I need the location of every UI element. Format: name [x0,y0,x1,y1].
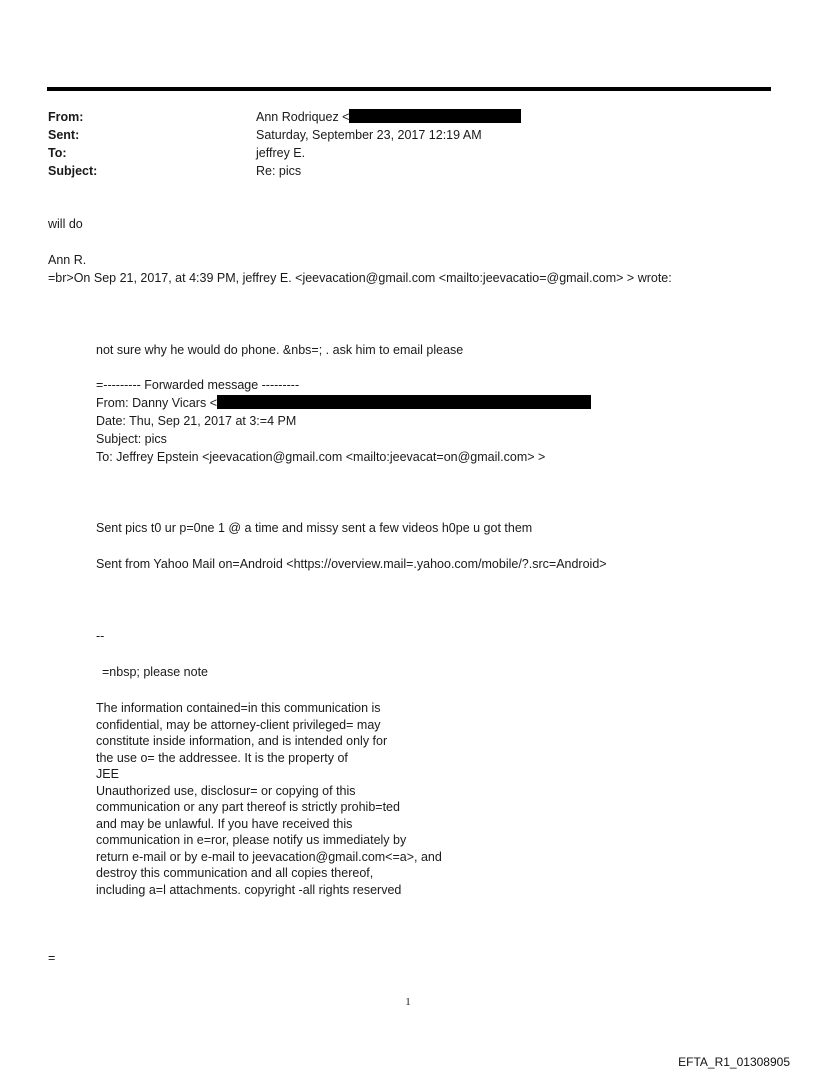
disclaimer-line: The information contained=in this communication is [96,701,381,715]
header-rule [47,87,771,91]
page-number: 1 [405,996,411,1008]
sent-row [48,126,521,144]
disclaimer-line: communication or any part thereof is strictly prohib=ted [96,800,400,814]
from-name: Ann Rodriquez < [256,110,350,124]
subject-label: Subject: [48,164,98,178]
disclaimer-line: constitute inside information, and is intended only for [96,734,388,748]
from-row [48,108,521,126]
bates-number: EFTA_R1_01308905 [678,1055,790,1069]
redaction-bar [349,109,521,123]
disclaimer-line: the use o= the addressee. It is the property of [96,750,348,765]
disclaimer-line: communication in e=ror, please notify us immediately by [96,833,407,847]
disclaimer-line: JEE [96,767,119,781]
sent-label: Sent: [48,128,80,142]
email-header [48,108,521,180]
redaction-bar [217,395,591,409]
disclaimer-line: return e-mail or by e-mail to jeevacation@gmail.com<=a>, and [96,849,442,864]
trailing-char: = [48,951,56,965]
disclaimer-line: destroy this communication and all copies thereof, [96,866,374,880]
disclaimer-line: including a=l attachments. copyright -all rights reserved [96,882,402,897]
reply-text: will do [48,217,83,231]
to-value: jeffrey E. [256,146,306,160]
forward-separator: =--------- Forwarded message --------- [96,378,300,392]
sent-value: Saturday, September 23, 2017 12:19 AM [256,128,482,142]
reply-signature: Ann R. [48,253,87,267]
forward-from [96,394,591,412]
from-label: From: [48,110,84,124]
forward-date: Date: Thu, Sep 21, 2017 at 3:=4 PM [96,414,297,428]
disclaimer-line: Unauthorized use, disclosur= or copying of this [96,783,356,798]
disclaimer-line: and may be unlawful. If you have received this [96,816,353,831]
subject-value: Re: pics [256,164,302,178]
confidentiality-disclaimer [96,700,442,898]
to-row [48,144,521,162]
forward-from-text: From: Danny Vicars < [96,396,217,410]
from-value [256,108,521,126]
please-note: =nbsp; please note [102,665,208,679]
forward-to: To: Jeffrey Epstein <jeevacation@gmail.com <mailto:jeevacat=on@gmail.com> > [96,450,546,464]
yahoo-signature: Sent from Yahoo Mail on=Android <https://overview.mail=.yahoo.com/mobile/?.src=Android> [96,557,607,571]
disclaimer-line: confidential, may be attorney-client privileged= may [96,717,381,732]
to-label: To: [48,146,67,160]
quote-intro: =br>On Sep 21, 2017, at 4:39 PM, jeffrey E. <jeevacation@gmail.com <mailto:jeevacatio=@gmail.com> > wrote: [48,271,672,285]
forward-subject: Subject: pics [96,432,167,446]
quoted-reply: not sure why he would do phone. &nbs=; . ask him to email please [96,343,464,357]
signature-separator: -- [96,629,105,643]
forwarded-message: Sent pics t0 ur p=0ne 1 @ a time and missy sent a few videos h0pe u got them [96,521,533,535]
subject-row [48,162,521,180]
